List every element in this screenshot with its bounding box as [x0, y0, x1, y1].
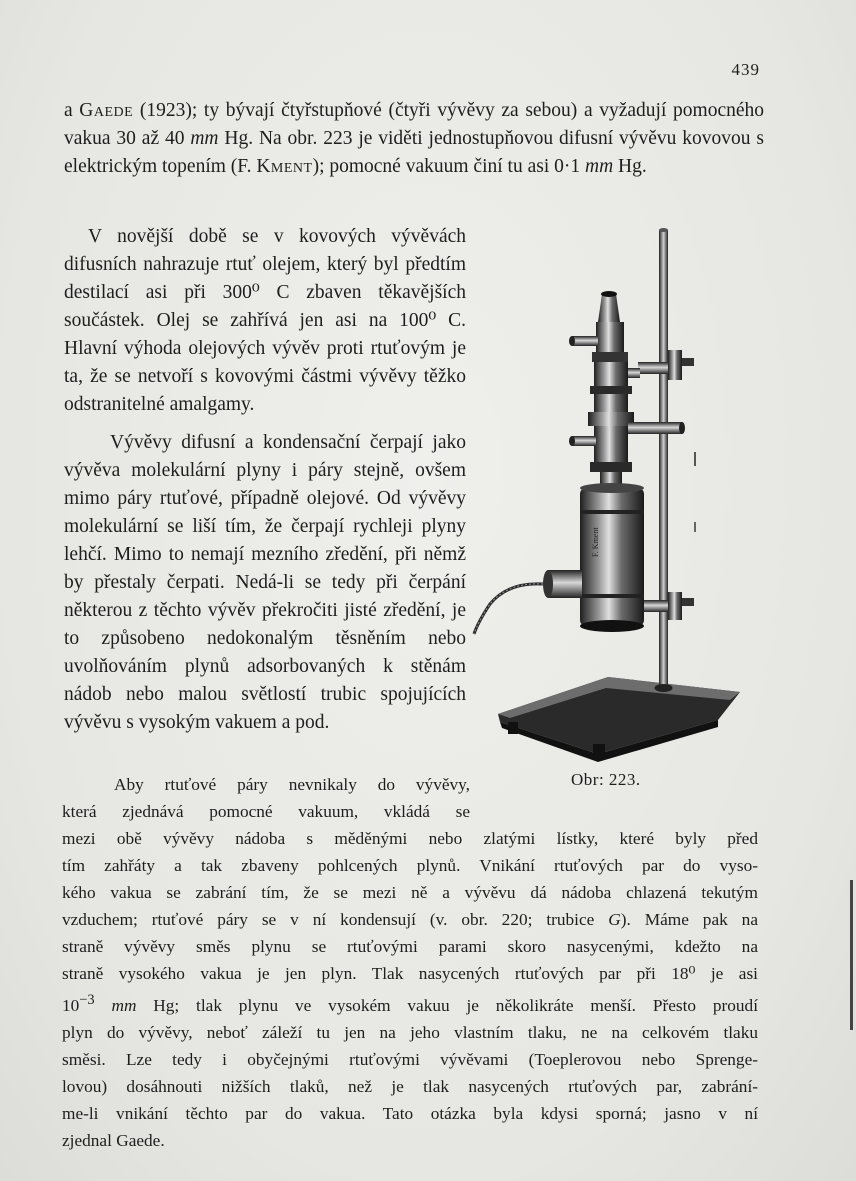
stand-rod	[659, 230, 668, 688]
diffusion-pump-illustration	[468, 222, 758, 762]
side-tube-upper	[572, 336, 598, 346]
text-line	[62, 906, 758, 933]
text-line: straně vývěvy směs plynu se rtuťovými parami skoro nasycenými, kdežto na	[62, 937, 758, 956]
text-segment: ); pomocné vakuum činí tu asi 0·1	[312, 156, 585, 177]
text-segment: a	[64, 100, 80, 121]
exponent: −3	[79, 992, 95, 1008]
text-line: která zjednává pomocné vakuum, vkládá se	[62, 802, 470, 821]
heater-cylinder	[580, 488, 644, 626]
text-segment: ). Máme pak na	[620, 910, 758, 929]
text-line: lovou) dosáhnouti nižších tlaků, než je tlak nasycených rtuťových par, zabrání-	[62, 1076, 758, 1096]
author-name-gaede: Gaede	[79, 100, 134, 121]
text-line: zjednal Gaede.	[62, 1130, 165, 1150]
text-line: straně vysokého vakua je jen plyn. Tlak nasycených rtuťových par při 18⁰ je asi	[62, 964, 758, 983]
unit-mm: mm	[190, 128, 219, 149]
text-line: směsi. Lze tedy i obyčejnými rtuťovými vývěvami (Toeplerovou nebo Sprenge-	[62, 1049, 758, 1069]
text-line: plyn do vývěvy, neboť záleží tu jen na jeho vlastním tlaku, ne na celkovém tlaku	[62, 1022, 758, 1042]
tube-label-g: G	[608, 910, 621, 929]
figure-caption: Obr: 223.	[571, 770, 641, 789]
text-segment: Hg.	[613, 156, 647, 177]
text-segment: Hg. Na obr. 223 je viděti jednostupňovou difusní vývěvu kovovou s elektrickým topením (F.	[64, 128, 764, 177]
scan-edge-mark	[850, 880, 853, 1030]
text-line: mezi obě vývěvy nádoba s měděnými nebo zlatými lístky, které byly před	[62, 829, 758, 848]
paragraph-intro	[64, 97, 764, 181]
figure-diffusion-pump	[468, 222, 758, 762]
side-tube-middle	[572, 436, 596, 446]
unit-mm: mm	[584, 156, 614, 177]
engraved-label: F. Kment	[591, 527, 600, 557]
text-segment: 10	[62, 995, 80, 1015]
author-name-kment: Kment	[256, 156, 313, 177]
power-cable	[474, 584, 543, 634]
page-number: 439	[731, 60, 760, 79]
paragraph-mercury-vapor	[62, 771, 758, 1154]
paragraph-oil-pumps: V novější době se v kovových vývěvách difusních nahrazuje rtuť olejem, který byl předtím destilací asi při 300⁰ C zbaven těkavějších součástek. Olej se zahřívá jen asi na 100⁰ C. Hlavní výhoda olejových vývěv proti rtuťovým je ta, že se netvoří s kovovými částmi vývěvy těžko odstranitelné amalgamy.	[64, 226, 466, 415]
text-line: tím zahřáty a tak zbaveny pohlcených plynů. Vnikání rtuťových par do vyso-	[62, 856, 758, 875]
cooling-tube	[628, 422, 682, 434]
text-line: Aby rtuťové páry nevnikaly do vývěvy,	[114, 775, 470, 794]
heater-connector	[548, 570, 582, 598]
unit-mm: mm	[111, 995, 137, 1015]
pump-inlet	[598, 294, 620, 322]
text-segment: vzduchem; rtuťové páry se v ní kondensují (v. obr. 220; trubice	[62, 910, 609, 929]
clamp-lower	[640, 600, 668, 612]
text-line: me-li vnikání těchto par do vakua. Tato otázka byla kdysi sporná; jasno v ní	[62, 1103, 758, 1123]
text-segment: Hg; tlak plynu ve vysokém vakuu je několikráte menší. Přesto proudí	[136, 995, 759, 1015]
clamp-upper	[638, 362, 668, 374]
text-line	[62, 987, 758, 1019]
text-segment: (1923); ty bývají čtyřstupňové (čtyři vývěvy za sebou) a vyžadují pomocného vakua 30 až 40	[64, 100, 765, 149]
text-line: kého vakua se zabrání tím, že se mezi ně a vývěvu dá nádoba chlazená tekutým	[62, 883, 758, 902]
paragraph-diffusion-pumps: Vývěvy difusní a kondensační čerpají jako vývěva molekulární plyny i páry stejně, ovšem mimo páry rtuťové, případně olejové. Od vývěvy molekulární se liší tím, že čerpají rychleji plyny lehčí. Mimo to nemají mezního zředění, při němž by přestaly čerpati. Nedá-li se tedy při čerpání některou z těchto vývěv překročiti jisté zředění, je to způsobeno nedokonalým těsněním nebo uvolňováním plynů adsorbovaných k stěnám nádob nebo malou světlostí trubic spojujících vývěvu s vysokým vakuem a pod.	[64, 432, 466, 733]
